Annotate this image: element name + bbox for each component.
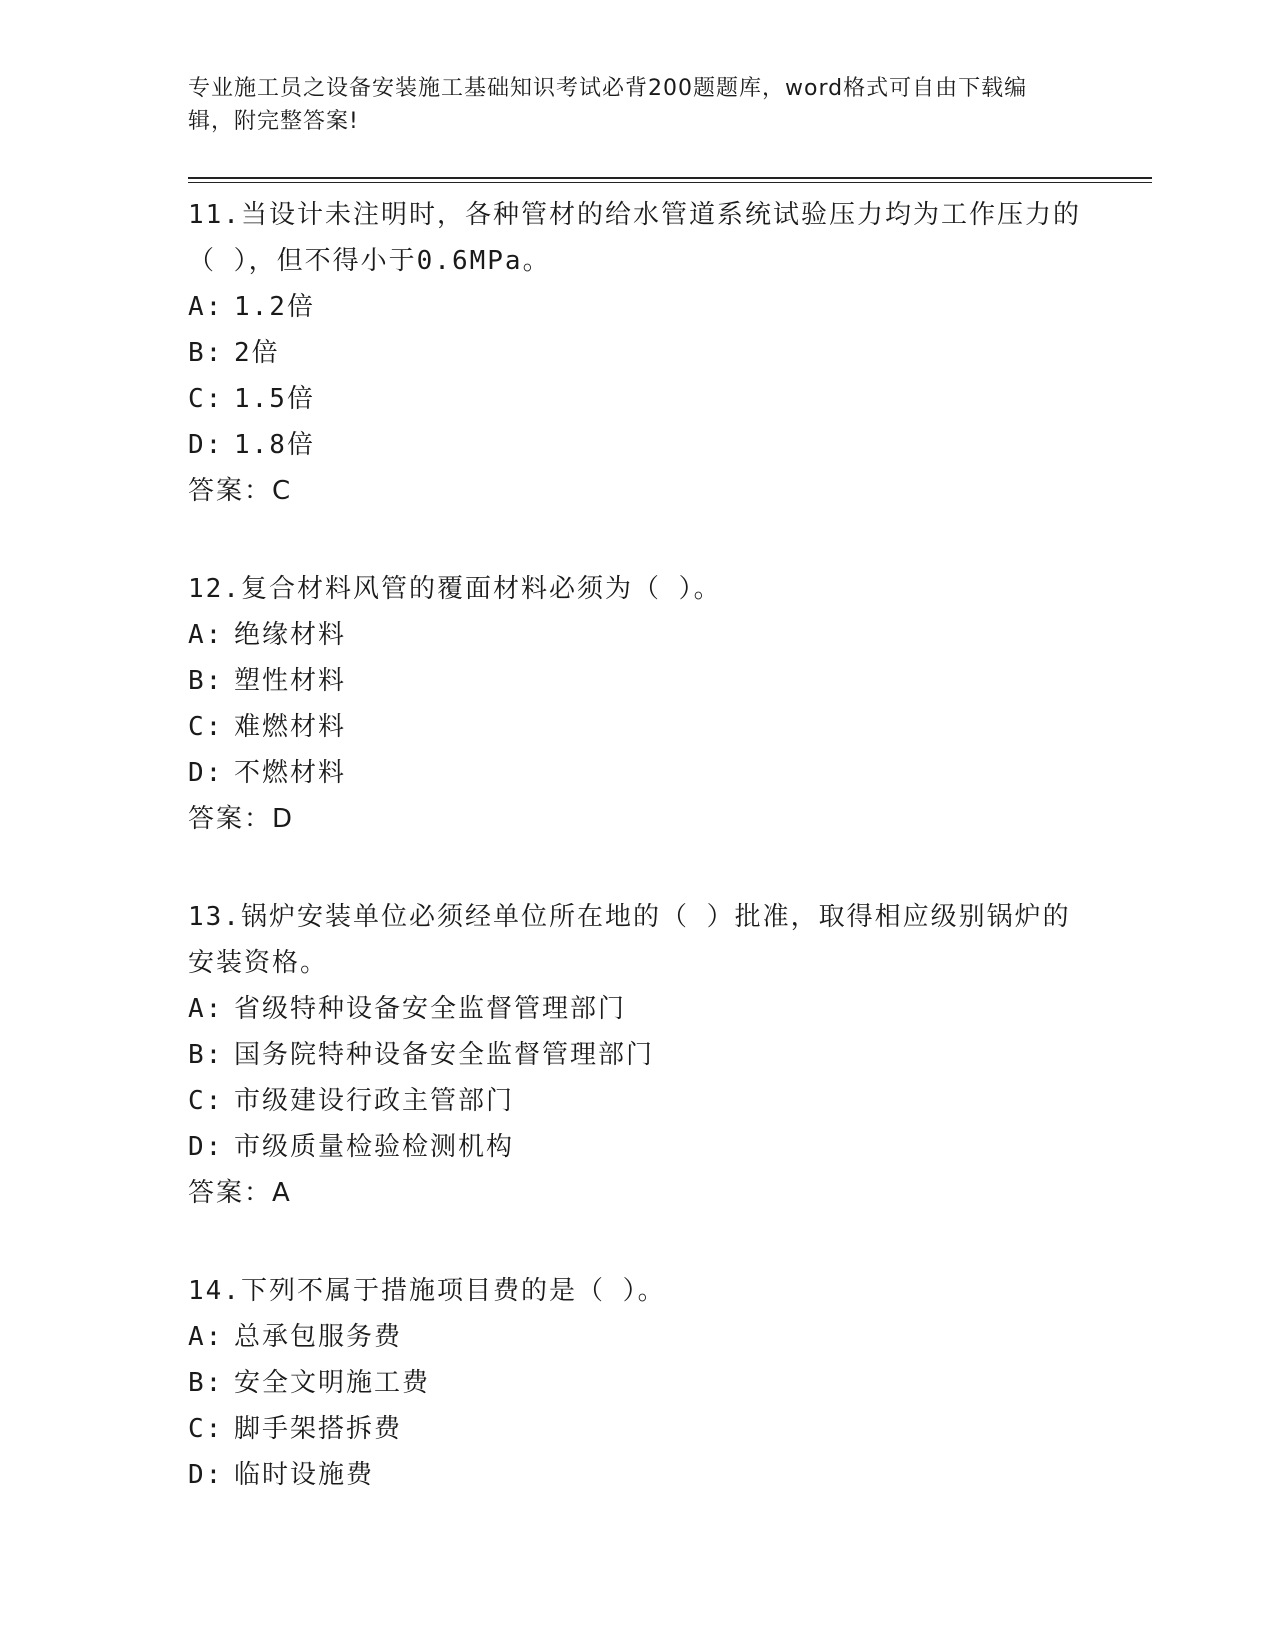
option-text: 脚手架搭拆费 (234, 1414, 403, 1444)
option-letter: B: (188, 1040, 224, 1070)
question-12 (188, 566, 1088, 842)
option-text: 安全文明施工费 (234, 1368, 431, 1398)
option-letter: D: (188, 430, 224, 460)
option-text: 不燃材料 (234, 758, 347, 788)
option-a (188, 612, 1088, 658)
option-letter: A: (188, 620, 224, 650)
option-letter: B: (188, 1368, 224, 1398)
option-letter: D: (188, 1460, 224, 1490)
option-d (188, 1124, 1088, 1170)
option-letter: D: (188, 758, 224, 788)
option-letter: C: (188, 384, 224, 414)
option-b (188, 1360, 1088, 1406)
option-letter: A: (188, 994, 224, 1024)
option-text: 1.2倍 (234, 292, 315, 322)
question-13 (188, 894, 1088, 1216)
option-d (188, 422, 1088, 468)
answer-line: 答案：A (188, 1178, 292, 1208)
question-list (188, 192, 1088, 1550)
option-text: 国务院特种设备安全监督管理部门 (234, 1040, 655, 1070)
option-text: 塑性材料 (234, 666, 347, 696)
header-divider-thin (188, 182, 1152, 183)
option-text: 总承包服务费 (234, 1322, 403, 1352)
option-a (188, 284, 1088, 330)
option-letter: D: (188, 1132, 224, 1162)
option-letter: A: (188, 1322, 224, 1352)
document-title: 专业施工员之设备安装施工基础知识考试必背200题题库，word格式可自由下载编辑，附完整答案! (188, 76, 1028, 134)
answer-line: 答案：C (188, 476, 293, 506)
question-11 (188, 192, 1088, 514)
option-text: 市级建设行政主管部门 (234, 1086, 515, 1116)
option-text: 难燃材料 (234, 712, 347, 742)
option-d (188, 750, 1088, 796)
header-divider-thick (188, 177, 1152, 179)
option-c (188, 1406, 1088, 1452)
question-stem: 11.当设计未注明时，各种管材的给水管道系统试验压力均为工作压力的（ ），但不得小于0.6MPa。 (188, 200, 1081, 276)
option-a (188, 1314, 1088, 1360)
option-text: 省级特种设备安全监督管理部门 (234, 994, 627, 1024)
document-header (188, 72, 1068, 138)
option-d (188, 1452, 1088, 1498)
option-letter: B: (188, 666, 224, 696)
option-text: 市级质量检验检测机构 (234, 1132, 515, 1162)
option-c (188, 376, 1088, 422)
question-14 (188, 1268, 1088, 1498)
option-text: 1.5倍 (234, 384, 315, 414)
question-stem: 14.下列不属于措施项目费的是（ ）。 (188, 1276, 666, 1306)
option-b (188, 330, 1088, 376)
option-text: 2倍 (234, 338, 280, 368)
option-letter: B: (188, 338, 224, 368)
answer-line: 答案：D (188, 804, 295, 834)
option-text: 绝缘材料 (234, 620, 347, 650)
option-a (188, 986, 1088, 1032)
option-text: 1.8倍 (234, 430, 315, 460)
option-letter: C: (188, 1414, 224, 1444)
option-c (188, 1078, 1088, 1124)
question-stem: 12.复合材料风管的覆面材料必须为（ ）。 (188, 574, 722, 604)
question-stem: 13.锅炉安装单位必须经单位所在地的（ ）批准，取得相应级别锅炉的安装资格。 (188, 902, 1071, 978)
option-c (188, 704, 1088, 750)
option-b (188, 658, 1088, 704)
option-letter: C: (188, 712, 224, 742)
option-b (188, 1032, 1088, 1078)
option-text: 临时设施费 (234, 1460, 375, 1490)
option-letter: C: (188, 1086, 224, 1116)
option-letter: A: (188, 292, 224, 322)
